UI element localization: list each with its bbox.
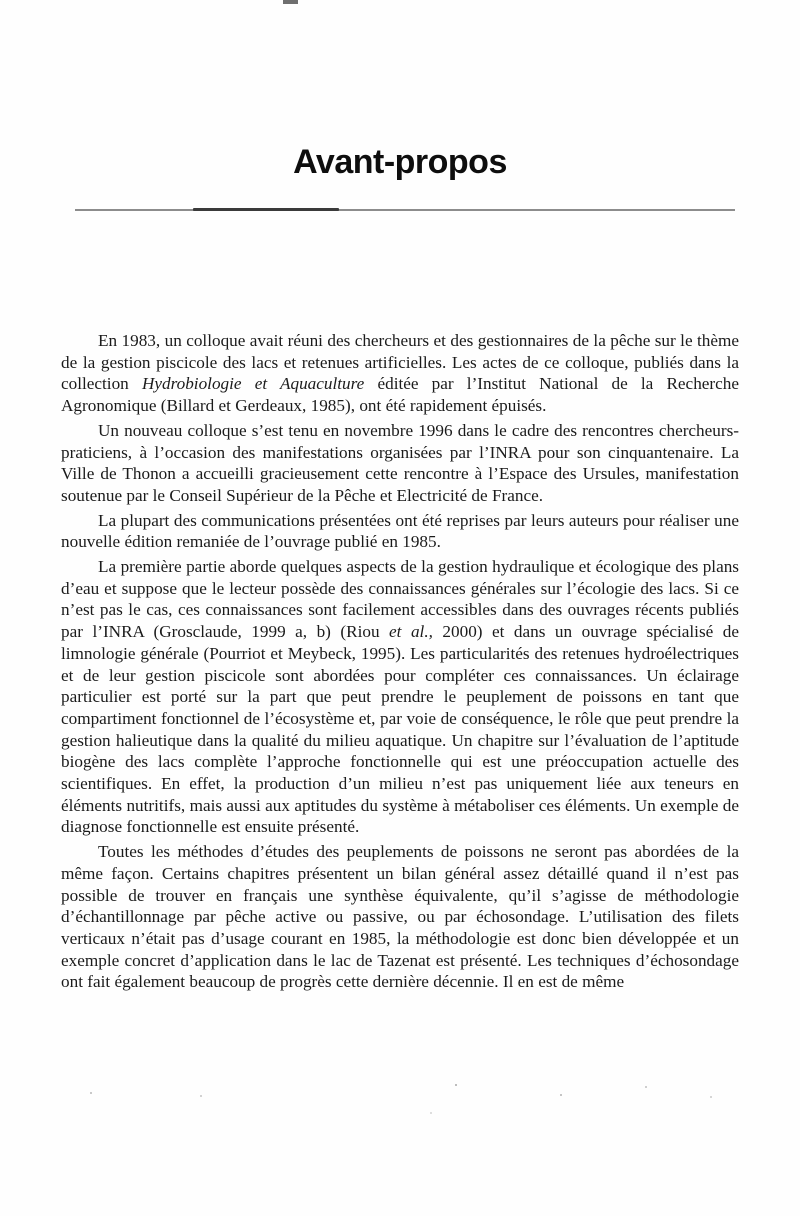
paragraph — [61, 841, 739, 993]
italic-run: et al., — [389, 622, 433, 642]
rule-dark-segment — [193, 208, 339, 211]
text-run: Un nouveau colloque s’est tenu en novembre 1996 dans le cadre des rencontres chercheurs-praticiens, à l’occasion des manifestations organisées par l’INRA pour son cinquantenaire. La Ville de Thonon a accueilli gracieusement cette rencontre à l’Espace des Ursules, manifestation soutenue par le Conseil Supérieur de la Pêche et Electricité de France. — [61, 420, 739, 505]
text-run: 2000) et dans un ouvrage spécialisé de limnologie générale (Pourriot et Meybeck, 1995). Les particularités des retenues hydroélectriques et de leur gestion piscicole sont abordées pour compléter ces connaissances. Un éclairage particulier est porté sur la part que peut prendre le peuplement de poissons en tant que compartiment fonctionnel de l’écosystème et, par voie de conséquence, le rôle que peut prendre la gestion halieutique dans la qualité du milieu aquatique. Un chapitre sur l’évaluation de l’aptitude biogène des lacs complète l’approche fonctionnelle qui est une préoccupation actuelle des scientifiques. En effet, la production d’un milieu n’est pas uniquement liée aux teneurs en éléments nutritifs, mais aussi aux aptitudes du système à métaboliser ces éléments. Un exemple de diagnose fonctionnelle est ensuite présenté. — [61, 622, 739, 837]
paragraph — [61, 420, 739, 507]
text-run: La première partie aborde quelques aspects de la gestion hydraulique et écologique des plans d’eau et suppose que le lecteur possède des connaissances générales sur l’écologie des lacs. Si ce n’est pas le cas, ces connaissances sont facilement accessibles dans des ouvrages récents publiés par l’INRA (Grosclaude, 1999 a, b) (Riou — [61, 557, 739, 642]
scan-edge-mark — [283, 0, 298, 4]
paragraph — [61, 510, 739, 553]
body-text — [61, 330, 739, 996]
title-divider-rule — [75, 209, 735, 211]
text-run: La plupart des communications présentées ont été reprises par leurs auteurs pour réaliser une nouvelle édition remaniée de l’ouvrage publié en 1985. — [61, 510, 739, 552]
text-run: Toutes les méthodes d’études des peuplements de poissons ne seront pas abordées de la même façon. Certains chapitres présentent un bilan général assez détaillé quand il n’est pas possible de trouver en français une synthèse équivalente, qu’il s’agisse de méthodologie d’échantillonnage par pêche active ou passive, ou par échosondage. L’utilisation des filets verticaux n’était pas d’usage courant en 1985, la méthodologie est donc bien développée et un exemple concret d’application dans le lac de Tazenat est présenté. Les techniques d’échosondage ont fait également beaucoup de progrès cette dernière décennie. Il en est de même — [61, 842, 739, 992]
text-run: En 1983, un colloque avait réuni des chercheurs et des gestionnaires de la pêche sur le thème de la gestion piscicole des lacs et retenues artificielles. Les actes de ce colloque, publiés dans la collection — [61, 331, 739, 394]
italic-run: Hydrobiologie et Aquaculture — [141, 374, 365, 394]
scan-noise-specks — [90, 1092, 92, 1094]
paragraph — [61, 330, 739, 417]
text-run: éditée par l’Institut National de la Recherche Agronomique (Billard et Gerdeaux, 1985), ont été rapidement épuisés. — [61, 374, 739, 416]
paragraph — [61, 556, 739, 838]
page-title: Avant-propos — [293, 143, 507, 181]
